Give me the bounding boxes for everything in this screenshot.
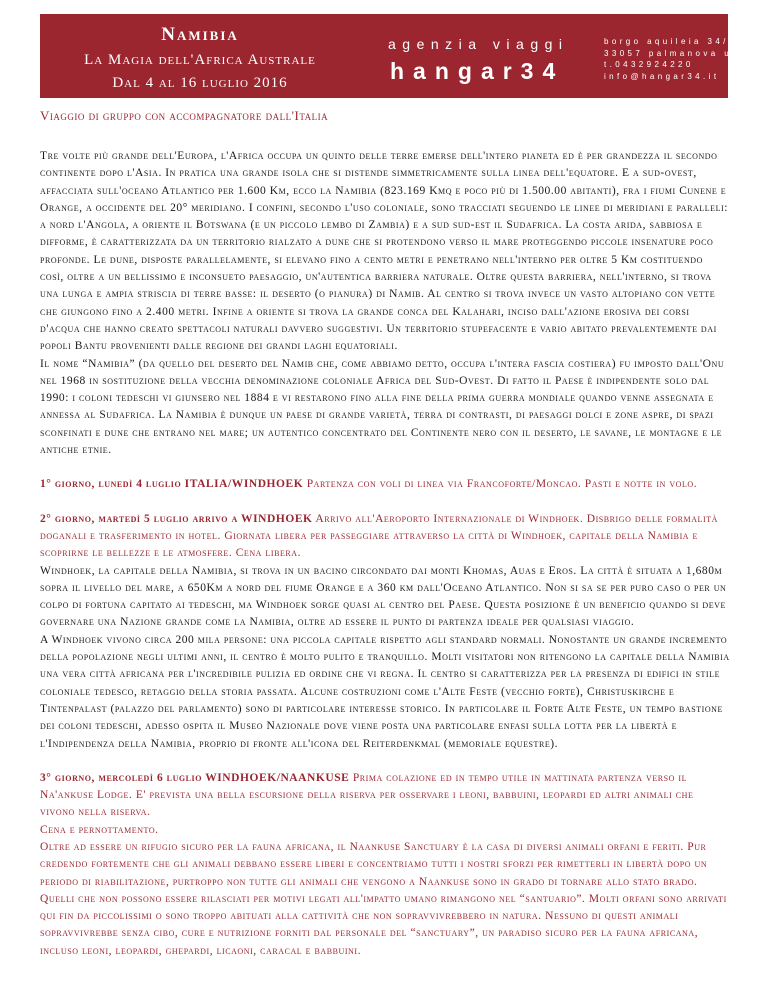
day-1-heading: 1° giorno, lunedì 4 luglio (40, 478, 185, 491)
contact-email[interactable]: info@hangar34.it (604, 71, 720, 81)
day-1 (40, 476, 730, 493)
header-title-block (40, 14, 360, 98)
trip-subtitle: La Magia dell'Africa Australe (84, 52, 316, 68)
header-banner (40, 14, 740, 98)
day-2-text: Arrivo all'Aeroporto Internazionale di Windhoek. Disbrigo delle formalità doganali e trasferimento in hotel. Giornata libera per passeggiare attraverso la città di Windhoek, capitale della Namibia e scoprirne le bellezze e le atmosfere. Cena libera. (40, 512, 718, 560)
day-2-paragraph: A Windhoek vivono circa 200 mila persone: una piccola capitale rispetto agli standard normali. Nonostante un grande incremento della popolazione negli ultimi anni, il centro è molto pulito e tranquillo. Molti visitatori non ritengono la capitale della Namibia una vera città africana per l'incredibile pulizia ed ordine che vi regna. Il centro si caratterizza per la presenza di edifici in stile coloniale tedesco, retaggio della storia passata. Alcune costruzioni come l'Alte Feste (vecchio forte), Christuskirche e Tintenpalast (palazzo del parlamento) sono di particolare interesse storico. In particolare il Forte Alte Feste, un tempo bastione dei coloni tedeschi, adesso ospita il Museo Nazionale dove viene posta una particolare enfasi sulla lotta per la libertà e l'Indipendenza della Namibia, proprio di fronte all'icona del Reiterdenkmal (memoriale equestre). (40, 633, 730, 750)
contact-city: 33057 palmanova ud (604, 48, 740, 58)
day-2-paragraph: Windhoek, la capitale della Namibia, si trova in un bacino circondato dai monti Khomas, Auas e Eros. La città è situata a 1,680m sopra il livello del mare, a 650Km a nord del fiume Orange e a 360 km dall'Oceano Atlantico. Non si sa se per puro caso o per un colpo di fortuna capitato ai tedeschi, ma Windhoek sorge quasi al centro del Paese. Questa posizione è un beneficio quando si deve governare una Nazione grande come la Namibia, oltre ad essere il punto di partenza ideale per qualsiasi viaggio. (40, 564, 727, 629)
day-3-heading: 3° giorno, mercoledì 6 luglio (40, 771, 206, 784)
agency-brand: hangar34 (390, 58, 565, 84)
day-3-paragraph: Oltre ad essere un rifugio sicuro per la fauna africana, il Naankuse Sanctuary è la casa di diversi animali orfani e feriti. Pur credendo fortemente che gli animali debbano essere liberi e concentriamo tutti i nostri sforzi per rimetterli in libertà dopo un periodo di riabilitazione, purtroppo non tutte gli animali che vengono a Naankuse sono in grado di tornare allo stato brado. Quelli che non possono essere rilasciati per motivi legati all'impatto umano rimangono nel “santuario”. Molti orfani sono arrivati qui fin da piccolissimi o sono troppo abituati alla cattività che non sopravvivrebbero in natura. Nessuno di questi animali sopravvivrebbe senza cibo, cure e nutrizione forniti dal personale del “sanctuary”, un paradiso sicuro per la fauna africana, incluso leoni, leopardi, ghepardi, licaoni, caracal e babbuini. (40, 840, 727, 957)
day-3-place: WINDHOEK/NAANKUSE (205, 771, 350, 784)
contact-address: borgo aquileia 34/a (604, 37, 737, 46)
day-3-text: Prima colazione ed in tempo utile in mattinata partenza verso il Na'ankuse Lodge. E' prevista una bella escursione della riserva per osservare i leoni, babbuini, leopardi ed altri animali che vivono nella riserva. (40, 771, 694, 819)
day-1-text: Partenza con voli di linea via Francoforte/Moncao. Pasti e notte in volo. (303, 478, 698, 491)
agency-contact (604, 36, 740, 82)
day-2-heading: 2° giorno, martedì 5 luglio arrivo a (40, 512, 242, 525)
intro-paragraph: Tre volte più grande dell'Europa, l'Africa occupa un quinto delle terre emerse dell'intero pianeta ed è per grandezza il secondo continente dopo l'Asia. In pratica una grande isola che si distende simmetricamente sulla linea dell'equatore. E a sud-ovest, affacciata sull'oceano Atlantico per 1.600 Km, ecco la Namibia (823.169 Kmq e poco più di 1.500.00 abitanti), fra i fiumi Cunene e Orange, a occidente del 20° meridiano. I confini, secondo l'uso coloniale, sono tracciati seguendo le linee di meridiani e paralleli: a nord l'Angola, a oriente il Botswana (e un piccolo lembo di Zambia) e a sud sud-est il Sudafrica. La costa arida, sabbiosa e difforme, è caratterizzata da un territorio rialzato a dune che si protendono verso il mare proteggendo piccole insenature poco profonde. Le dune, disposte parallelamente, si elevano fino a cento metri e penetrano nell'interno per oltre 5 Km costituendo così, oltre a un bellissimo e inconsueto paesaggio, un'autentica barriera naturale. Oltre questa barriera, nell'interno, si trova una lunga e ampia striscia di terre basse: il deserto (o pianura) di Namib. Al centro si trova invece un vasto altopiano con vette che giungono fino a 2.400 metri. Infine a oriente si trova la grande conca del Kalahari, inciso dall'azione erosiva dei corsi d'acqua che hanno creato spettacoli naturali davvero suggestivi. Un territorio stupefacente e vario abitato prevalentemente dai popoli Bantu provenienti dalle regione dei grandi laghi equatoriali. (40, 150, 728, 353)
day-3-paragraph: Cena e pernottamento. (40, 823, 159, 836)
day-2-place: WINDHOEK (241, 512, 313, 525)
group-travel-note: Viaggio di gruppo con accompagnatore dall'Italia (40, 108, 329, 123)
trip-title: Namibia (161, 24, 239, 45)
document-body (40, 148, 730, 960)
day-2 (40, 511, 730, 563)
day-3 (40, 770, 730, 822)
agency-label: agenzia viaggi (388, 36, 569, 52)
day-1-place: ITALIA/WINDHOEK (184, 478, 304, 491)
contact-phone: t.0432924220 (604, 60, 694, 69)
trip-dates: Dal 4 al 16 luglio 2016 (112, 75, 288, 91)
intro-paragraph: Il nome “Namibia” (da quello del deserto del Namib che, come abbiamo detto, occupa l'intera fascia costiera) fu imposto dall'Onu nel 1968 in sostituzione della vecchia denominazione coloniale Africa del Sud-Ovest. Di fatto il Paese è indipendente solo dal 1990: i coloni tedeschi vi giunsero nel 1884 e vi restarono fino alla fine della prima guerra mondiale quando venne assegnata e annessa al Sudafrica. La Namibia è dunque un paese di grande varietà, terra di contrasti, di paesaggi dolci e zone aspre, di spazi sconfinati e dune che entrano nel mare; un autentico concentrato del Continente nero con il deserto, le savane, le montagne e le antiche etnie. (40, 357, 725, 457)
